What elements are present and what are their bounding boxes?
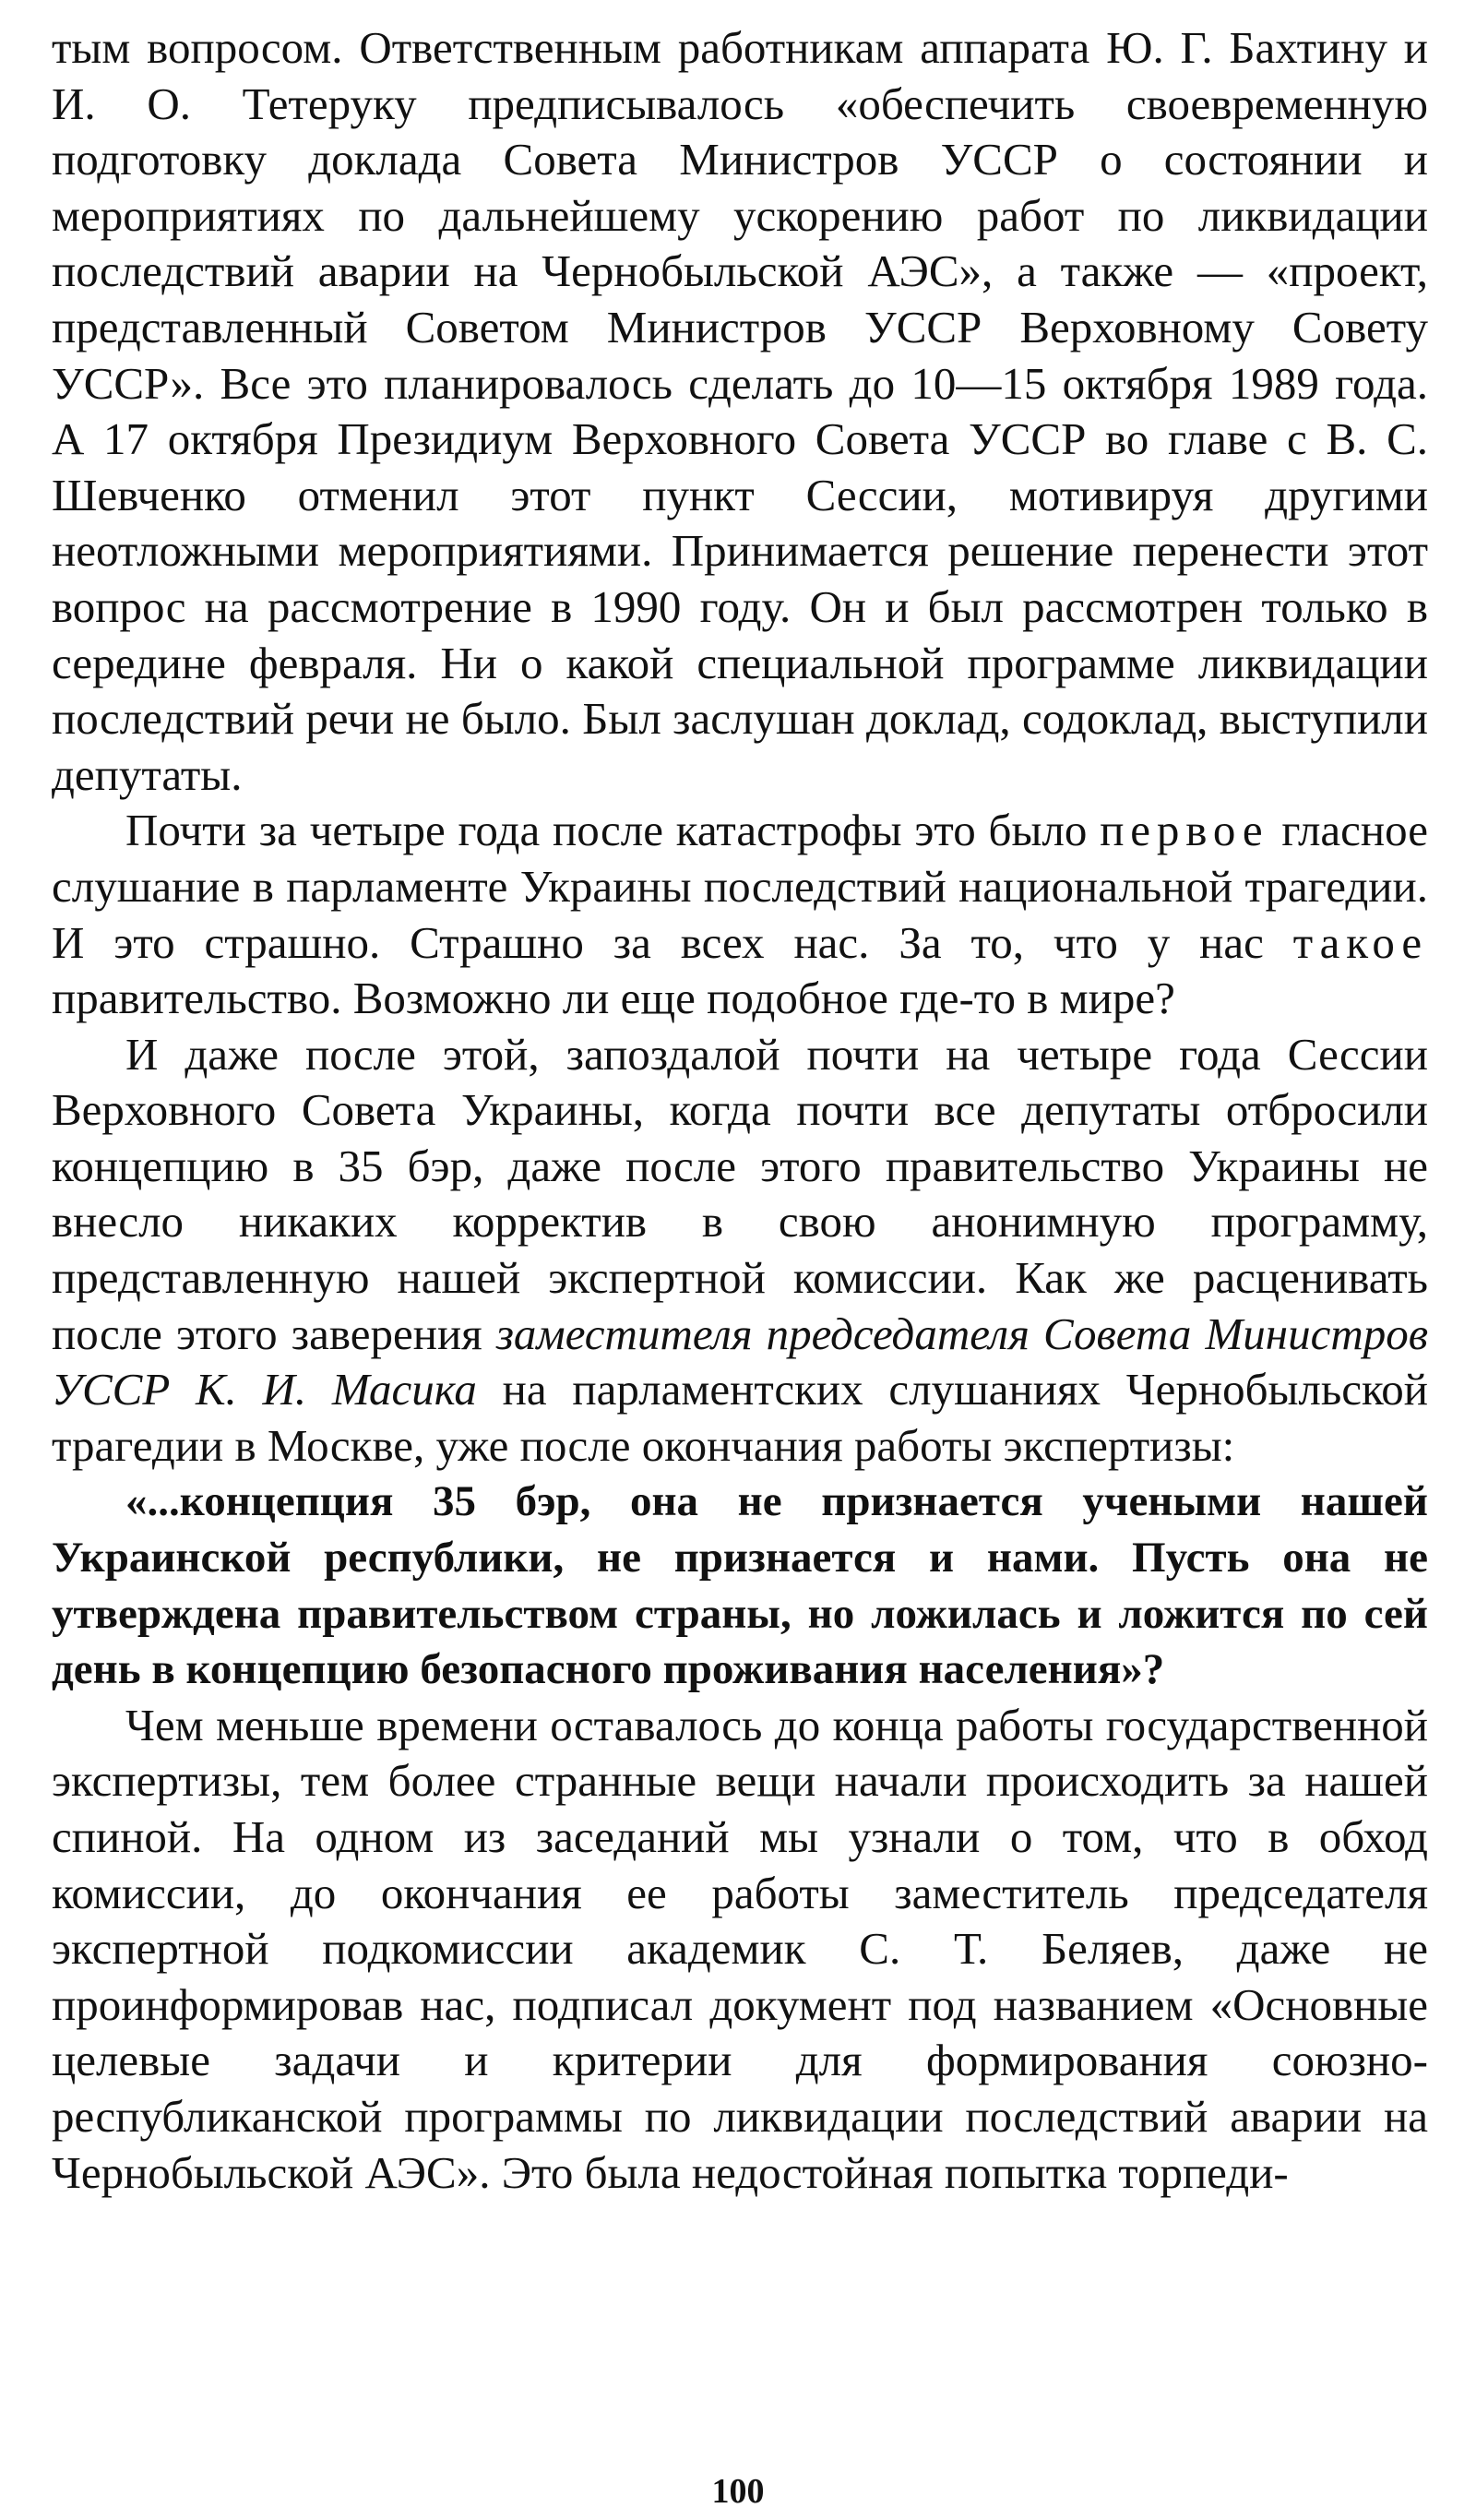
emphasis-first: первое [1100,805,1269,856]
paragraph-3-italic-title: заместителя председателя Совета Министров УССР К. И. Масика [52,1308,1428,1415]
paragraph-2-part-1: Почти за четыре года после катастрофы это было [125,805,1101,856]
paragraph-3 [52,1027,1428,1475]
paragraph-3-part-2: на парламентских слушаниях Чернобыльской трагедии в Москве, уже после окончания работы экспертизы: [52,1364,1429,1471]
paragraph-2 [52,803,1428,1026]
paragraph-1: тым вопросом. Ответственным работникам аппарата Ю. Г. Бахтину и И. О. Тетеруку предписывалось «обеспечить своевременную подготовку доклада Совета Министров УССР о состоянии и мероприятиях по дальнейшему ускорению работ по ликвидации последствий аварии на Чернобыльской АЭС», а также — «проект, представленный Советом Министров УССР Верховному Совету УССР». Все это планировалось сделать до 10—15 октября 1989 года. А 17 октября Президиум Верховного Совета УССР во главе с В. С. Шевченко отменил этот пункт Сессии, мотивируя другими неотложными мероприятиями. Принимается решение перенести этот вопрос на рассмотрение в 1990 году. Он и был рассмотрен только в середине февраля. Ни о какой специальной программе ликвидации последствий речи не было. Был заслушан доклад, содоклад, выступили депутаты. [52,22,1428,800]
bold-quote: «...концепция 35 бэр, она не признается учеными нашей Украинской республики, не признается и нами. Пусть она не утверждена правительством страны, но ложилась и ложится по сей день в концепцию безопасного проживания населения»? [52,1477,1428,1694]
paragraph-2-part-3: правительство. Возможно ли еще подобное где-то в мире? [52,973,1175,1024]
paragraph-4: Чем меньше времени оставалось до конца работы государственной экспертизы, тем более странные вещи начали происходить за нашей спиной. На одном из заседаний мы узнали о том, что в обход комиссии, до окончания ее работы заместитель председателя экспертной подкомиссии академик С. Т. Беляев, даже не проинформировав нас, подписал документ под названием «Основные целевые задачи и критерии для формирования союзно-республиканской программы по ликвидации последствий аварии на Чернобыльской АЭС». Это была недостойная попытка торпеди- [52,1699,1428,2198]
book-page [52,20,1428,2201]
paragraph-3-part-1: И даже после этой, запоздалой почти на четыре года Сессии Верховного Совета Украины, когда почти все депутаты отбросили концепцию в 35 бэр, даже после этого правительство Украины не внесло никаких корректив в свою анонимную программу, представленную нашей экспертной комиссии. Как же расценивать после этого заверения [52,1028,1428,1359]
emphasis-such: такое [1292,916,1428,968]
paragraph-2-part-2: гласное слушание в парламенте Украины последствий национальной трагедии. И это страшно. Страшно за всех нас. За то, что у нас [52,805,1428,968]
page-number: 100 [711,2472,765,2511]
